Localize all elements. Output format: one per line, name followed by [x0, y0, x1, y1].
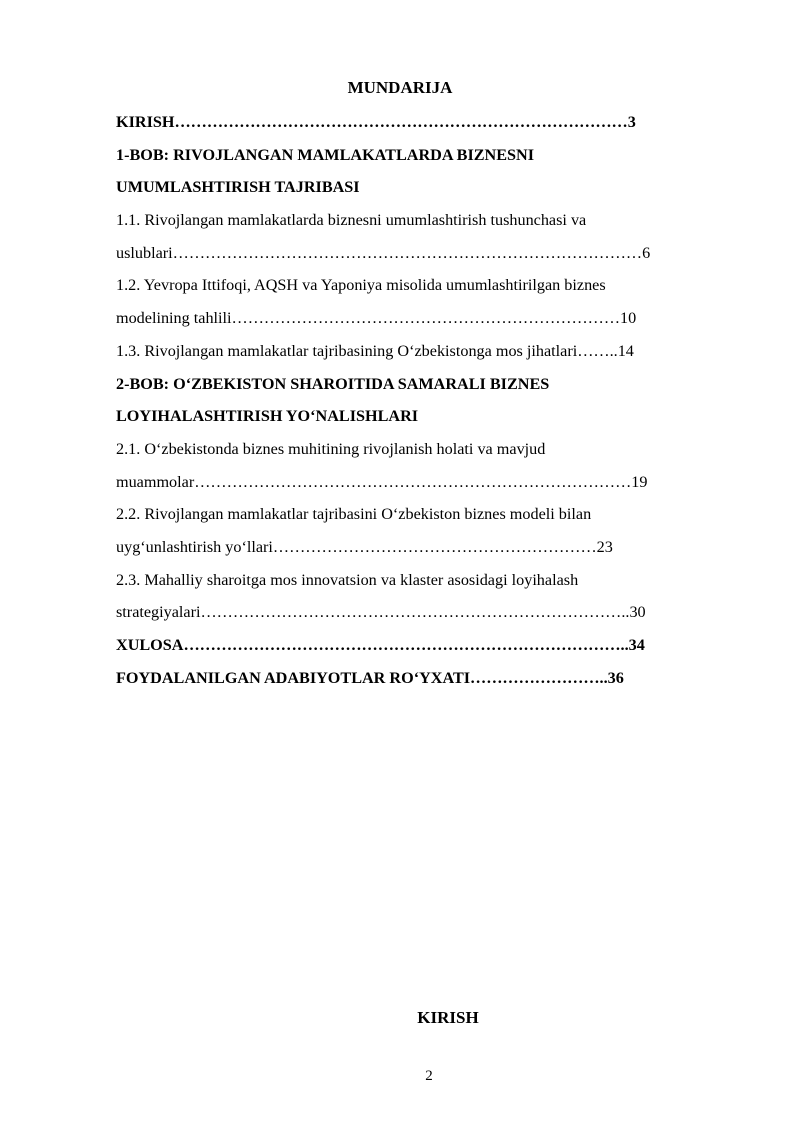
- toc-line: 1.3. Rivojlangan mamlakatlar tajribasining O‘zbekistonga mos jihatlari……..14: [116, 341, 634, 360]
- toc-line: 1.2. Yevropa Ittifoqi, AQSH va Yaponiya misolida umumlashtirilgan biznes: [116, 276, 606, 295]
- toc-line: muammolar………………………………………………………………………19: [116, 472, 648, 491]
- toc-line: modelining tahlili………………………………………………………………10: [116, 309, 637, 328]
- toc-line: 1-BOB: RIVOJLANGAN MAMLAKATLARDA BIZNESNI: [116, 145, 535, 164]
- toc-line: 1.1. Rivojlangan mamlakatlarda biznesni umumlashtirish tushunchasi va: [116, 211, 587, 230]
- toc-line: 2.2. Rivojlangan mamlakatlar tajribasini O‘zbekiston biznes modeli bilan: [116, 505, 592, 524]
- toc-line: FOYDALANILGAN ADABIYOTLAR RO‘YXATI……………………..36: [116, 668, 624, 687]
- toc-title: MUNDARIJA: [347, 78, 453, 97]
- section-heading: KIRISH: [417, 1008, 479, 1027]
- toc-line: 2.3. Mahalliy sharoitga mos innovatsion va klaster asosidagi loyihalash: [116, 570, 579, 589]
- toc-line: uslublari……………………………………………………………………………6: [116, 243, 651, 262]
- toc-line: KIRISH…………………………………………………………………………3: [116, 113, 636, 131]
- table-of-contents: [116, 106, 728, 694]
- toc-line: 2.1. O‘zbekistonda biznes muhitining rivojlanish holati va mavjud: [116, 439, 546, 458]
- toc-line: XULOSA………………………………………………………………………..34: [116, 636, 645, 654]
- toc-line: strategiyalari……………………………………………………………………..30: [116, 603, 646, 622]
- toc-line: uyg‘unlashtirish yo‘llari……………………………………………………23: [116, 537, 613, 556]
- toc-line: LOYIHALASHTIRISH YO‘NALISHLARI: [116, 407, 419, 426]
- toc-line: UMUMLASHTIRISH TAJRIBASI: [116, 178, 360, 197]
- toc-line: 2-BOB: O‘ZBEKISTON SHAROITIDA SAMARALI BIZNES: [116, 374, 550, 393]
- page-number: 2: [425, 1068, 433, 1084]
